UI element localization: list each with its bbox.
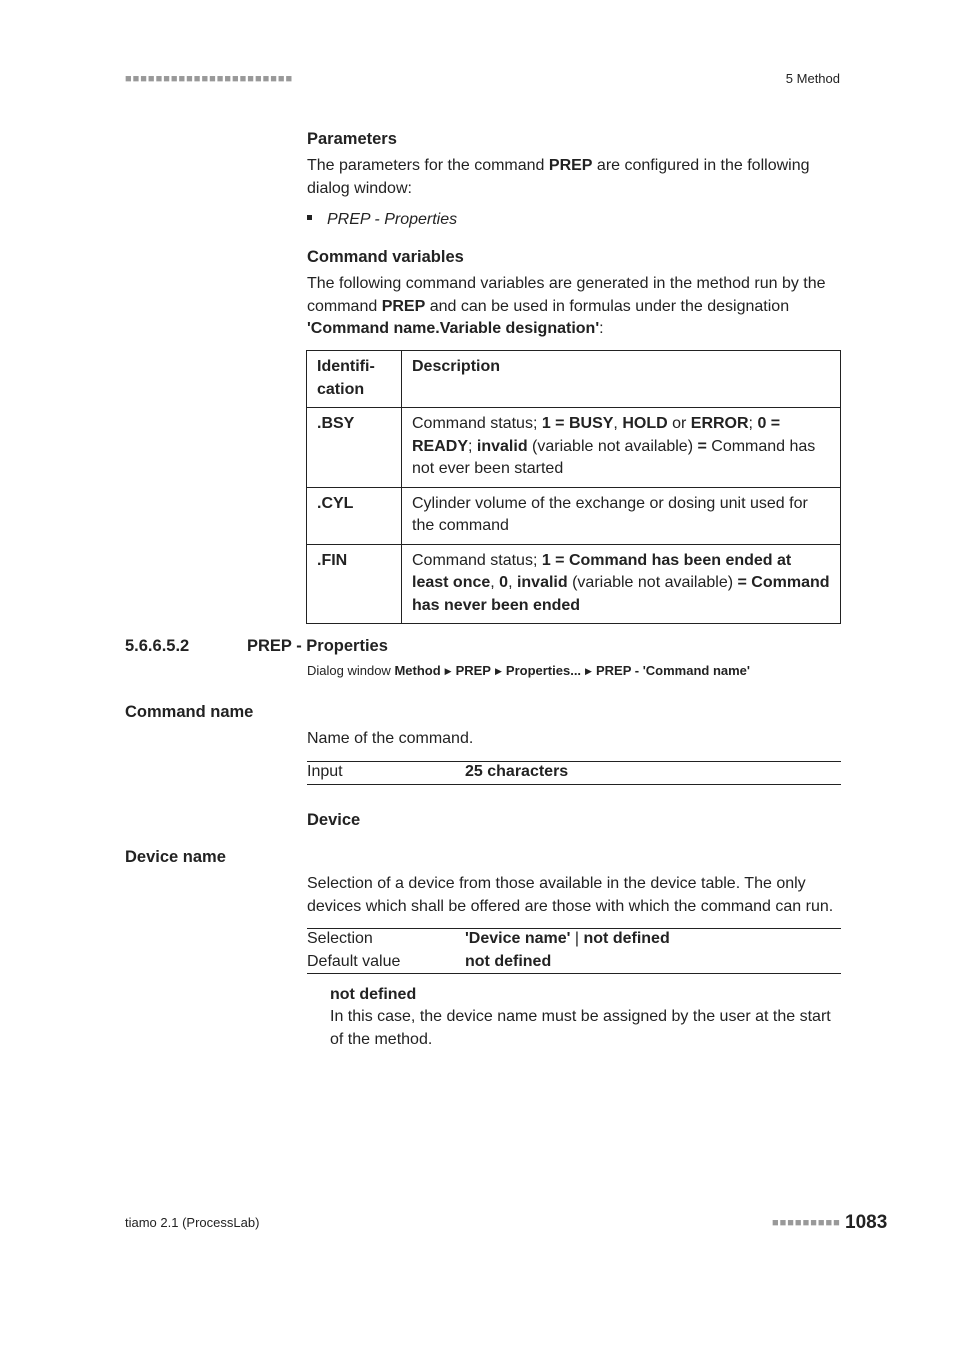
row-description: Cylinder volume of the exchange or dosing unit used for the command	[402, 487, 841, 544]
breadcrumb-prefix: Dialog window	[307, 663, 395, 678]
divider	[307, 973, 841, 974]
table-header-row	[307, 351, 841, 408]
device-name-description: Selection of a device from those available in the device table. The only devices which shall be offered are those with which the command can run.	[307, 875, 834, 915]
breadcrumb-step: PREP - 'Command name'	[595, 663, 751, 678]
header-identification-text: Identifi- cation	[317, 358, 375, 398]
variables-table	[306, 350, 841, 624]
bullet-icon	[307, 215, 312, 220]
input-value: 25 characters	[465, 763, 569, 780]
breadcrumb-arrow-icon: ▶	[444, 666, 452, 676]
bullet-link-text: PREP - Properties	[327, 211, 458, 228]
option-description: In this case, the device name must be assigned by the user at the start of the method.	[330, 1008, 831, 1048]
table-header-identification	[307, 351, 402, 408]
command-variables-heading: Command variables	[307, 248, 464, 266]
selection-key: Selection	[307, 930, 373, 947]
breadcrumb-step: Method	[394, 663, 441, 678]
default-key: Default value	[307, 952, 401, 970]
section-title: PREP - Properties	[247, 637, 388, 655]
footer-product: tiamo 2.1 (ProcessLab)	[125, 1215, 260, 1230]
row-identification: .BSY	[307, 408, 402, 488]
command-name-label: Command name	[125, 703, 254, 721]
row-description: Command status; 1 = Command has been ended at least once, 0, invalid (variable not available) = Command has never been ended	[402, 544, 841, 624]
breadcrumb-step: PREP	[455, 663, 491, 678]
row-description: Command status; 1 = BUSY, HOLD or ERROR; 0 = READY; invalid (variable not available) = Command has not ever been started	[402, 408, 841, 488]
command-name-input-spec	[307, 761, 841, 784]
page-number: 1083	[845, 1212, 888, 1233]
selection-value: 'Device name' | not defined	[465, 930, 670, 947]
table-row	[307, 487, 841, 544]
input-key: Input	[307, 763, 343, 780]
parameters-bullet	[307, 209, 457, 232]
command-variables-text: The following command variables are generated in the method run by the command PREP and can be used in formulas under the designation 'Command name.Variable designation':	[307, 275, 826, 337]
breadcrumb-arrow-icon: ▶	[585, 666, 592, 676]
table-header-description: Description	[402, 351, 841, 408]
footer-decoration: ■■■■■■■■■	[772, 1217, 841, 1229]
option-title: not defined	[330, 986, 417, 1003]
device-heading: Device	[307, 811, 361, 829]
row-identification: .FIN	[307, 544, 402, 624]
breadcrumb-arrow-icon: ▶	[494, 666, 502, 676]
section-number: 5.6.6.5.2	[125, 637, 190, 655]
parameters-text: The parameters for the command PREP are configured in the following dialog window:	[307, 157, 810, 197]
divider	[307, 784, 841, 785]
device-name-spec	[307, 928, 841, 973]
breadcrumb	[307, 662, 750, 681]
default-value: not defined	[465, 952, 552, 970]
table-row	[307, 408, 841, 488]
table-row	[307, 544, 841, 624]
header-decoration: ■■■■■■■■■■■■■■■■■■■■■■	[125, 73, 294, 85]
breadcrumb-step: Properties...	[505, 663, 582, 678]
command-name-description: Name of the command.	[307, 730, 474, 747]
row-identification: .CYL	[307, 487, 402, 544]
chapter-title: 5 Method	[785, 71, 840, 86]
device-name-label: Device name	[125, 848, 226, 866]
parameters-heading: Parameters	[307, 130, 397, 148]
